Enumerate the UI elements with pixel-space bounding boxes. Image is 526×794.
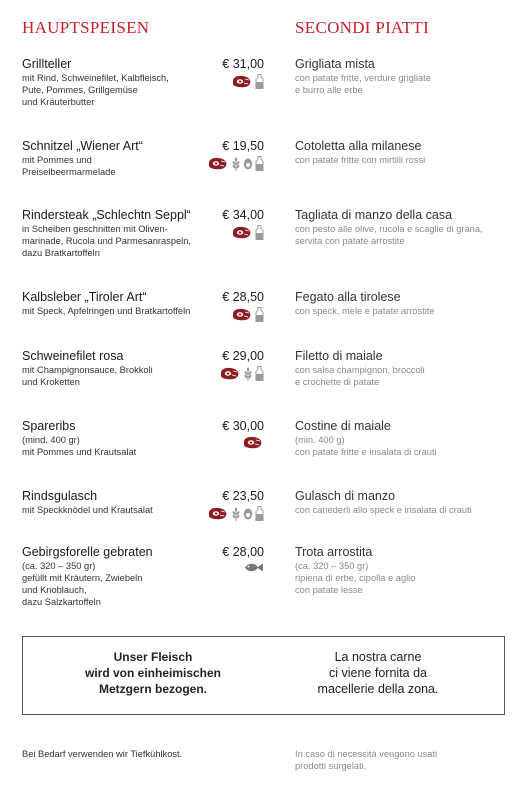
wheat-icon: [243, 367, 253, 381]
wheat-icon: [231, 507, 241, 521]
note-line: Unser Fleisch: [113, 650, 193, 664]
dish-description-italian: (min. 400 g): [295, 435, 345, 445]
dairy-icon: [255, 366, 264, 381]
dish-description-italian: (ca. 320 – 350 gr): [295, 561, 369, 571]
dish-description-german: mit Rind, Schweinefilet, Kalbfleisch,: [22, 73, 169, 83]
allergen-icons: [231, 74, 264, 89]
item-german: [22, 290, 222, 317]
dairy-icon: [255, 225, 264, 240]
dish-name-german: Kalbsleber „Tiroler Art“: [22, 290, 147, 304]
dish-description-german: dazu Salzkartoffeln: [22, 597, 101, 607]
dish-price: € 23,50: [222, 489, 264, 503]
dish-description-german: mit Speck, Apfelringen und Bratkartoffeln: [22, 306, 191, 316]
meat-icon: [242, 436, 264, 449]
item-german: [22, 57, 222, 108]
dish-price: € 30,00: [222, 419, 264, 433]
dish-description-german: und Kroketten: [22, 377, 80, 387]
item-german: [22, 489, 222, 516]
dish-name-german: Rindsgulasch: [22, 489, 98, 503]
dish-price: € 31,00: [222, 57, 264, 71]
item-german: [22, 545, 222, 608]
item-italian: [295, 208, 520, 247]
note-line: wird von einheimischen: [84, 666, 222, 680]
dish-description-italian: con speck, mele e patate arrostite: [295, 306, 435, 316]
allergen-icons: [244, 562, 264, 573]
footer-german: [22, 748, 182, 760]
allergen-icons: [231, 307, 264, 322]
item-italian: [295, 419, 520, 458]
item-german: [22, 208, 222, 259]
dairy-icon: [255, 156, 264, 171]
wheat-icon: [231, 157, 241, 171]
dish-description-italian: con patate fritte, verdure grigliate: [295, 73, 431, 83]
dairy-icon: [255, 307, 264, 322]
dish-description-german: gefüllt mit Kräutern, Zwiebeln: [22, 573, 143, 583]
dish-name-italian: Fegato alla tirolese: [295, 290, 401, 304]
dish-name-german: Spareribs: [22, 419, 76, 433]
dish-name-italian: Tagliata di manzo della casa: [295, 208, 453, 222]
dish-description-italian: con patate fritte e insalata di crauti: [295, 447, 437, 457]
dish-price: € 28,00: [222, 545, 264, 559]
item-italian: [295, 139, 520, 166]
item-italian: [295, 489, 520, 516]
dish-price: € 29,00: [222, 349, 264, 363]
dish-name-german: Rindersteak „Schlechtn Seppl“: [22, 208, 191, 222]
dish-description-german: (ca. 320 – 350 gr): [22, 561, 96, 571]
dish-description-italian: con patate lesse: [295, 585, 363, 595]
fish-icon: [244, 562, 264, 573]
dish-description-italian: e burro alle erbe: [295, 85, 363, 95]
dish-name-italian: Grigliata mista: [295, 57, 375, 71]
dish-description-italian: e crochette di patate: [295, 377, 380, 387]
meat-icon: [231, 226, 253, 239]
dish-description-italian: con salsa champignon, broccoli: [295, 365, 425, 375]
dish-description-german: mit Champignonsauce, Brokkoli: [22, 365, 153, 375]
item-italian: [295, 290, 520, 317]
dairy-icon: [255, 506, 264, 521]
dish-name-german: Grillteller: [22, 57, 72, 71]
dish-description-italian: ripiena di erbe, cipolla e aglio: [295, 573, 416, 583]
dish-name-italian: Gulasch di manzo: [295, 489, 396, 503]
footer-line: prodotti surgelati.: [295, 761, 367, 771]
meat-icon: [207, 157, 229, 170]
dish-name-italian: Trota arrostita: [295, 545, 373, 559]
note-italian: [288, 649, 468, 697]
allergen-icons: [242, 436, 264, 449]
dish-name-german: Schweinefilet rosa: [22, 349, 124, 363]
dish-description-italian: con pesto alle olive, rucola e scaglie di grana,: [295, 224, 483, 234]
dish-description-italian: servita con patate arrostite: [295, 236, 405, 246]
dish-description-german: Pute, Pommes, Grillgemüse: [22, 85, 138, 95]
item-italian: [295, 57, 520, 96]
dish-description-german: marinade, Rucola und Parmesanraspeln,: [22, 236, 191, 246]
item-german: [22, 349, 222, 388]
dairy-icon: [255, 74, 264, 89]
allergen-icons: [207, 156, 264, 171]
footer-italian: [295, 748, 437, 772]
egg-icon: [243, 507, 253, 520]
dish-description-german: Preiselbeermarmelade: [22, 167, 116, 177]
dish-description-italian: con canederli allo speck e insalata di crauti: [295, 505, 472, 515]
item-german: [22, 419, 222, 458]
dish-name-german: Gebirgsforelle gebraten: [22, 545, 153, 559]
dish-price: € 19,50: [222, 139, 264, 153]
allergen-icons: [207, 506, 264, 521]
meat-icon: [231, 75, 253, 88]
note-german: [63, 649, 243, 697]
note-line: La nostra carne: [334, 650, 422, 664]
note-line: ci viene fornita da: [329, 666, 427, 680]
allergen-icons: [219, 366, 264, 381]
item-german: [22, 139, 222, 178]
note-line: Metzgern bezogen.: [98, 682, 207, 696]
dish-description-german: mit Pommes und: [22, 155, 92, 165]
footer-line: Bei Bedarf verwenden wir Tiefkühlkost.: [22, 749, 183, 759]
meat-icon: [207, 507, 229, 520]
meat-origin-note: [22, 636, 505, 715]
dish-description-german: dazu Bratkartoffeln: [22, 248, 100, 258]
dish-description-german: in Scheiben geschnitten mit Oliven-: [22, 224, 168, 234]
meat-icon: [219, 367, 241, 380]
dish-price: € 34,00: [222, 208, 264, 222]
dish-description-german: und Knoblauch,: [22, 585, 87, 595]
dish-price: € 28,50: [222, 290, 264, 304]
dish-description-german: mit Pommes und Krautsalat: [22, 447, 137, 457]
allergen-icons: [231, 225, 264, 240]
dish-description-german: und Kräuterbutter: [22, 97, 95, 107]
dish-description-german: mit Speckknödel und Krautsalat: [22, 505, 153, 515]
dish-description-italian: con patate fritte con mirtilli rossi: [295, 155, 426, 165]
note-line: macellerie della zona.: [317, 682, 439, 696]
dish-description-german: (mind. 400 gr): [22, 435, 80, 445]
item-italian: [295, 349, 520, 388]
heading-german: HAUPTSPEISEN: [22, 18, 150, 37]
dish-name-italian: Costine di maiale: [295, 419, 391, 433]
dish-name-italian: Cotoletta alla milanese: [295, 139, 422, 153]
meat-icon: [231, 308, 253, 321]
dish-name-italian: Filetto di maiale: [295, 349, 383, 363]
footer-line: In caso di necessità vengono usati: [295, 749, 438, 759]
egg-icon: [243, 157, 253, 170]
dish-name-german: Schnitzel „Wiener Art“: [22, 139, 143, 153]
heading-italian: SECONDI PIATTI: [295, 18, 430, 37]
item-italian: [295, 545, 520, 596]
